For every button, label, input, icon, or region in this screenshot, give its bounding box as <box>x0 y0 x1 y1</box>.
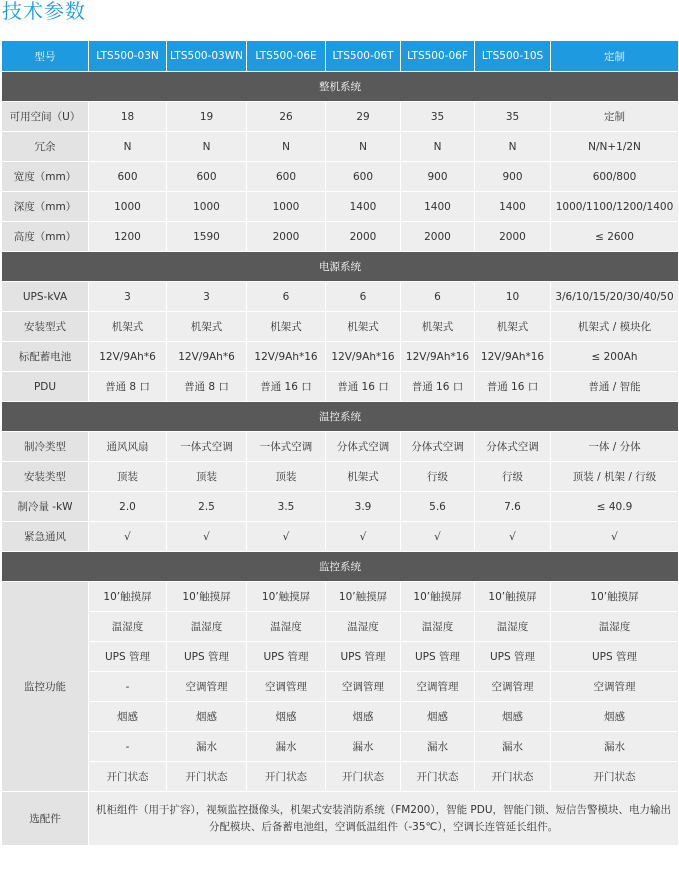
cell-value: 顶装 <box>89 462 167 492</box>
cell-value: 开门状态 <box>326 762 401 792</box>
table-row <box>2 372 679 402</box>
cell-value: 10’触摸屏 <box>401 582 475 612</box>
cell-value: N/N+1/2N <box>551 132 679 162</box>
header-model: LTS500-06T <box>326 41 401 72</box>
cell-value: 烟感 <box>475 702 551 732</box>
cell-value: 机架式 / 模块化 <box>551 312 679 342</box>
cell-value: 行级 <box>475 462 551 492</box>
cell-value: 定制 <box>551 102 679 132</box>
section-header <box>2 252 679 282</box>
cell-value: 空调管理 <box>475 672 551 702</box>
row-label: 冗余 <box>2 132 89 162</box>
cell-value: 机架式 <box>89 312 167 342</box>
header-row <box>2 41 679 72</box>
cell-value: 600/800 <box>551 162 679 192</box>
table-row <box>2 462 679 492</box>
cell-value: 1000/1100/1200/1400 <box>551 192 679 222</box>
cell-value: √ <box>89 522 167 552</box>
cell-value: 普通 8 口 <box>89 372 167 402</box>
cell-value: 烟感 <box>247 702 326 732</box>
cell-value: 12V/9Ah*16 <box>401 342 475 372</box>
cell-value: 1000 <box>247 192 326 222</box>
section-title: 温控系统 <box>2 402 679 432</box>
cell-value: 空调管理 <box>167 672 247 702</box>
header-model: 定制 <box>551 41 679 72</box>
table-row <box>2 162 679 192</box>
row-label: 深度（mm） <box>2 192 89 222</box>
cell-value: 空调管理 <box>247 672 326 702</box>
cell-value: √ <box>475 522 551 552</box>
cell-value: 机架式 <box>247 312 326 342</box>
cell-value: 通风风扇 <box>89 432 167 462</box>
cell-value: √ <box>326 522 401 552</box>
row-label: 宽度（mm） <box>2 162 89 192</box>
cell-value: 2.0 <box>89 492 167 522</box>
cell-value: 机架式 <box>326 462 401 492</box>
cell-value: 空调管理 <box>326 672 401 702</box>
header-model-label: 型号 <box>2 41 89 72</box>
section-title: 监控系统 <box>2 552 679 582</box>
cell-value: UPS 管理 <box>551 642 679 672</box>
row-label: UPS-kVA <box>2 282 89 312</box>
cell-value: UPS 管理 <box>167 642 247 672</box>
cell-value: 1000 <box>89 192 167 222</box>
cell-value: √ <box>247 522 326 552</box>
cell-value: 1400 <box>326 192 401 222</box>
cell-value: 10’触摸屏 <box>551 582 679 612</box>
cell-value: 1000 <box>167 192 247 222</box>
cell-value: 温湿度 <box>247 612 326 642</box>
cell-value: 900 <box>401 162 475 192</box>
cell-value: 19 <box>167 102 247 132</box>
cell-value: UPS 管理 <box>475 642 551 672</box>
cell-value: ≤ 200Ah <box>551 342 679 372</box>
cell-value: 机架式 <box>475 312 551 342</box>
cell-value: 10’触摸屏 <box>89 582 167 612</box>
cell-value: 3.5 <box>247 492 326 522</box>
cell-value: 6 <box>247 282 326 312</box>
cell-value: 温湿度 <box>475 612 551 642</box>
cell-value: 10’触摸屏 <box>475 582 551 612</box>
cell-value: √ <box>167 522 247 552</box>
table-row <box>2 132 679 162</box>
cell-value: 烟感 <box>89 702 167 732</box>
section-header <box>2 402 679 432</box>
cell-value: 机架式 <box>326 312 401 342</box>
cell-value: 机架式 <box>401 312 475 342</box>
cell-value: 2000 <box>326 222 401 252</box>
cell-value: 开门状态 <box>551 762 679 792</box>
cell-value: UPS 管理 <box>89 642 167 672</box>
cell-value: N <box>401 132 475 162</box>
row-label: 制冷量 -kW <box>2 492 89 522</box>
cell-value: √ <box>401 522 475 552</box>
cell-value: 漏水 <box>475 732 551 762</box>
table-row <box>2 282 679 312</box>
cell-value: 漏水 <box>551 732 679 762</box>
cell-value: 600 <box>167 162 247 192</box>
cell-value: 漏水 <box>401 732 475 762</box>
row-label: 安装型式 <box>2 312 89 342</box>
cell-value: 6 <box>326 282 401 312</box>
cell-value: 顶装 <box>167 462 247 492</box>
cell-value: 普通 16 口 <box>326 372 401 402</box>
row-label: 标配蓄电池 <box>2 342 89 372</box>
cell-value: 开门状态 <box>401 762 475 792</box>
cell-value: 3 <box>89 282 167 312</box>
cell-value: 35 <box>401 102 475 132</box>
cell-value: 分体式空调 <box>475 432 551 462</box>
cell-value: 烟感 <box>551 702 679 732</box>
cell-value: 开门状态 <box>89 762 167 792</box>
cell-value: N <box>326 132 401 162</box>
cell-value: 一体式空调 <box>247 432 326 462</box>
row-label: 可用空间（U） <box>2 102 89 132</box>
options-row <box>2 792 679 846</box>
cell-value: 分体式空调 <box>401 432 475 462</box>
cell-value: 2.5 <box>167 492 247 522</box>
table-row <box>2 702 679 732</box>
cell-value: 7.6 <box>475 492 551 522</box>
cell-value: 机架式 <box>167 312 247 342</box>
cell-value: 12V/9Ah*16 <box>475 342 551 372</box>
cell-value: 温湿度 <box>401 612 475 642</box>
cell-value: 烟感 <box>401 702 475 732</box>
cell-value: 1200 <box>89 222 167 252</box>
cell-value: 2000 <box>401 222 475 252</box>
cell-value: N <box>167 132 247 162</box>
cell-value: 3/6/10/15/20/30/40/50 <box>551 282 679 312</box>
section-title: 整机系统 <box>2 72 679 102</box>
cell-value: 600 <box>247 162 326 192</box>
table-row <box>2 762 679 792</box>
cell-value: ≤ 2600 <box>551 222 679 252</box>
cell-value: 漏水 <box>326 732 401 762</box>
header-model: LTS500-06F <box>401 41 475 72</box>
cell-value: 温湿度 <box>551 612 679 642</box>
header-model: LTS500-03N <box>89 41 167 72</box>
cell-value: UPS 管理 <box>401 642 475 672</box>
row-label: 高度（mm） <box>2 222 89 252</box>
spec-table <box>1 40 679 846</box>
cell-value: 一体 / 分体 <box>551 432 679 462</box>
cell-value: ≤ 40.9 <box>551 492 679 522</box>
cell-value: 10’触摸屏 <box>326 582 401 612</box>
cell-value: 行级 <box>401 462 475 492</box>
cell-value: 温湿度 <box>167 612 247 642</box>
row-label: 制冷类型 <box>2 432 89 462</box>
table-row <box>2 582 679 612</box>
header-model: LTS500-06E <box>247 41 326 72</box>
cell-value: 空调管理 <box>551 672 679 702</box>
cell-value: 开门状态 <box>475 762 551 792</box>
cell-value: 900 <box>475 162 551 192</box>
options-text: 机柜组件（用于扩容），视频监控摄像头，机架式安装消防系统（FM200），智能 PDU，智能门锁、短信告警模块、电力输出分配模块、后备蓄电池组，空调低温组件（-35℃），空调长连管延长组件。 <box>89 792 679 846</box>
cell-value: UPS 管理 <box>247 642 326 672</box>
cell-value: N <box>247 132 326 162</box>
table-row <box>2 612 679 642</box>
cell-value: 烟感 <box>167 702 247 732</box>
cell-value: UPS 管理 <box>326 642 401 672</box>
cell-value: 600 <box>326 162 401 192</box>
page-title: 技术参数 <box>2 0 86 23</box>
cell-value: 普通 16 口 <box>475 372 551 402</box>
cell-value: 1400 <box>475 192 551 222</box>
cell-value: 漏水 <box>247 732 326 762</box>
cell-value: 12V/9Ah*6 <box>167 342 247 372</box>
row-label: 安装类型 <box>2 462 89 492</box>
table-row <box>2 102 679 132</box>
cell-value: N <box>89 132 167 162</box>
cell-value: 顶装 / 机架 / 行级 <box>551 462 679 492</box>
cell-value: 3.9 <box>326 492 401 522</box>
cell-value: 普通 16 口 <box>401 372 475 402</box>
row-label: 监控功能 <box>2 582 89 792</box>
table-row <box>2 732 679 762</box>
cell-value: 普通 8 口 <box>167 372 247 402</box>
table-row <box>2 192 679 222</box>
section-title: 电源系统 <box>2 252 679 282</box>
cell-value: 6 <box>401 282 475 312</box>
header-model: LTS500-03WN <box>167 41 247 72</box>
section-header <box>2 72 679 102</box>
cell-value: 漏水 <box>167 732 247 762</box>
cell-value: N <box>475 132 551 162</box>
cell-value: 2000 <box>475 222 551 252</box>
cell-value: 温湿度 <box>326 612 401 642</box>
cell-value: 2000 <box>247 222 326 252</box>
cell-value: 1590 <box>167 222 247 252</box>
cell-value: 3 <box>167 282 247 312</box>
cell-value: 5.6 <box>401 492 475 522</box>
table-row <box>2 492 679 522</box>
row-label: PDU <box>2 372 89 402</box>
table-row <box>2 672 679 702</box>
cell-value: 10’触摸屏 <box>247 582 326 612</box>
section-header <box>2 552 679 582</box>
cell-value: 12V/9Ah*16 <box>247 342 326 372</box>
table-row <box>2 432 679 462</box>
cell-value: 开门状态 <box>247 762 326 792</box>
row-label: 选配件 <box>2 792 89 846</box>
cell-value: 18 <box>89 102 167 132</box>
cell-value: 普通 16 口 <box>247 372 326 402</box>
cell-value: 一体式空调 <box>167 432 247 462</box>
cell-value: 分体式空调 <box>326 432 401 462</box>
cell-value: 开门状态 <box>167 762 247 792</box>
cell-value: 29 <box>326 102 401 132</box>
row-label: 紧急通风 <box>2 522 89 552</box>
table-row <box>2 222 679 252</box>
cell-value: - <box>89 672 167 702</box>
cell-value: 35 <box>475 102 551 132</box>
cell-value: 1400 <box>401 192 475 222</box>
cell-value: - <box>89 732 167 762</box>
table-row <box>2 342 679 372</box>
table-row <box>2 522 679 552</box>
header-model: LTS500-10S <box>475 41 551 72</box>
cell-value: 26 <box>247 102 326 132</box>
table-row <box>2 642 679 672</box>
cell-value: √ <box>551 522 679 552</box>
cell-value: 顶装 <box>247 462 326 492</box>
cell-value: 12V/9Ah*6 <box>89 342 167 372</box>
cell-value: 温湿度 <box>89 612 167 642</box>
cell-value: 10 <box>475 282 551 312</box>
cell-value: 12V/9Ah*16 <box>326 342 401 372</box>
cell-value: 空调管理 <box>401 672 475 702</box>
cell-value: 600 <box>89 162 167 192</box>
table-row <box>2 312 679 342</box>
cell-value: 10’触摸屏 <box>167 582 247 612</box>
cell-value: 烟感 <box>326 702 401 732</box>
cell-value: 普通 / 智能 <box>551 372 679 402</box>
